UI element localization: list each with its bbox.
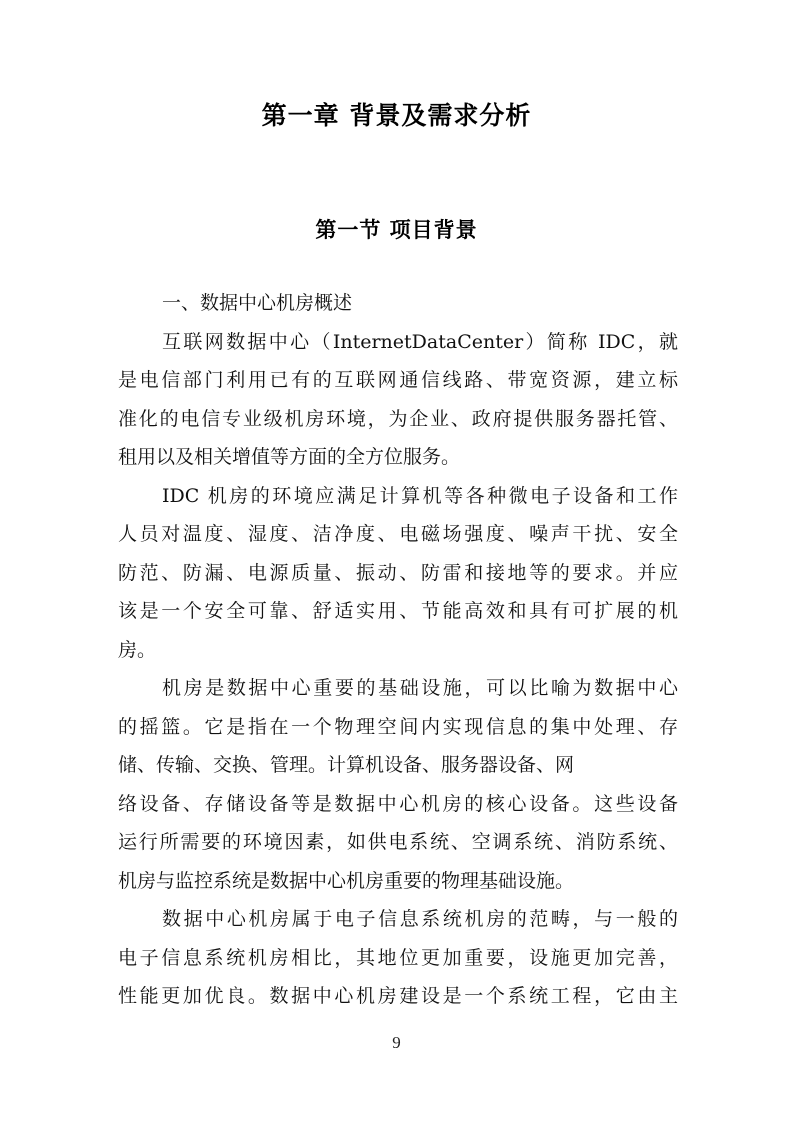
paragraph-line: 准化的电信专业级机房环境，为企业、政府提供服务器托管、 (118, 407, 678, 430)
paragraph-line: 人员对温度、湿度、洁净度、电磁场强度、噪声干扰、安全 (118, 523, 678, 545)
paragraph-line: 租用以及相关增值等方面的全方位服务。 (118, 446, 461, 468)
section-title: 第一节 项目背景 (315, 218, 478, 242)
paragraph-line: 房。 (118, 638, 157, 661)
paragraph-line: 数据中心机房属于电子信息系统机房的范畴，与一般的 (162, 908, 678, 930)
paragraph-line: 的摇篮。它是指在一个物理空间内实现信息的集中处理、存 (118, 715, 678, 738)
page-number: 9 (392, 1033, 401, 1052)
body-text (118, 284, 678, 1016)
paragraph-line: 运行所需要的环境因素，如供电系统、空调系统、消防系统、 (118, 831, 678, 853)
paragraph-line: 性能更加优良。数据中心机房建设是一个系统工程，它由主 (118, 985, 678, 1007)
paragraph-line: 互联网数据中心（InternetDataCenter）简称 IDC，就 (162, 330, 678, 353)
paragraph-line: 该是一个安全可靠、舒适实用、节能高效和具有可扩展的机 (118, 600, 678, 622)
subheading: 一、数据中心机房概述 (162, 292, 353, 314)
paragraph-line: 防范、防漏、电源质量、振动、防雷和接地等的要求。并应 (118, 561, 678, 584)
paragraph-line: 络设备、存储设备等是数据中心机房的核心设备。这些设备 (118, 792, 678, 815)
chapter-title: 第一章 背景及需求分析 (261, 101, 532, 130)
paragraph-line: 机房与监控系统是数据中心机房重要的物理基础设施。 (118, 869, 575, 892)
paragraph-line: 机房是数据中心重要的基础设施，可以比喻为数据中心 (162, 677, 678, 699)
paragraph-line: IDC 机房的环境应满足计算机等各种微电子设备和工作 (162, 484, 678, 507)
paragraph-line: 电子信息系统机房相比，其地位更加重要，设施更加完善， (118, 946, 678, 969)
paragraph-line: 储、传输、交换、管理。计算机设备、服务器设备、网 (118, 754, 575, 776)
paragraph-line: 是电信部门利用已有的互联网通信线路、带宽资源，建立标 (118, 369, 678, 391)
